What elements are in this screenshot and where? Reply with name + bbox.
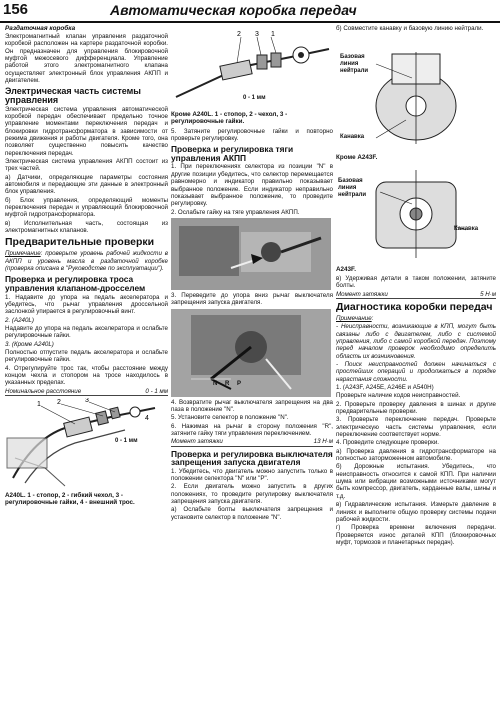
paragraph: 2. Проверьте проверку давления в шинах и другие предварительные проверки.	[336, 400, 496, 416]
section-heading-preliminary: Предварительные проверки	[5, 236, 155, 249]
paragraph: 5. Установите селектор в положение "N".	[171, 414, 289, 422]
dimension-label: 0 - 1 мм	[243, 95, 266, 101]
section-heading-neutral-switch: Проверка и регулировка выключателя запрещения запуска двигателя	[171, 448, 333, 468]
section-heading-electrical: Электрическая часть системы управления	[5, 86, 141, 105]
figure-caption: A240L. 1 - стопор, 2 - гибкий чехол, 3 - регулировочные гайки, 4 - внешний трос.	[5, 492, 135, 507]
position-label-r: R	[225, 380, 230, 387]
figure-a240l-cable	[5, 398, 165, 490]
torque-row	[336, 291, 496, 299]
figure-neutral-switch-except-a243f	[336, 34, 494, 152]
groove-label: Канавка	[340, 134, 365, 141]
paragraph: Электромагнитный клапан управления раздаточной коробкой расположен на картере раздаточной коробки. Он предназначен для управления блокировочной муфтой межосевого дифференциала. Управление работой этого электромагнитного клапана осуществляет электронный блок управления АКПП и двигателем.	[5, 33, 168, 85]
column-left	[5, 25, 168, 715]
torque-row	[171, 438, 333, 446]
paragraph: 3. (Кроме A240L)	[5, 340, 54, 348]
list-item: б) Блок управления, определяющий моменты переключения передач и управляющий блокировочной муфтой гидротрансформатора.	[5, 196, 168, 219]
paragraph: 4. Отрегулируйте трос так, чтобы расстояние между концом чехла и стопором на тросе находилось в указанных пределах.	[5, 364, 168, 387]
list-item: б) Дорожные испытания. Убедитесь, что неисправность относится к самой КПП. При наличии шума или вибрации возможными источниками могут быть компрессор, двигатель, карданные валы, шины и т.д.	[336, 463, 496, 500]
note-label-line: Примечание:	[336, 314, 374, 322]
figure-caption: Кроме A243F.	[336, 154, 378, 162]
svg-text:1: 1	[37, 401, 41, 409]
paragraph: 2. (A240L)	[5, 316, 34, 324]
paragraph: 5. Затяните регулировочные гайки и повторно проверьте регулировку.	[171, 127, 333, 142]
paragraph: Электрическая система управления автоматической коробкой передач обеспечивает предельно точное управление моментами переключения передач и блокировки гидротрансформатора в зависимости от режима движения и работы двигателя. Кроме того, она позволяет существенно повысить качество переключения передач.	[5, 105, 168, 157]
paragraph: 1. (A243F, A245E, A246E и A540H)	[336, 384, 434, 392]
section-heading-transfer-case: Раздаточная коробка	[5, 25, 76, 32]
svg-text:1: 1	[271, 31, 275, 38]
svg-text:3: 3	[85, 398, 89, 405]
note-label: Примечание	[5, 250, 41, 258]
paragraph: а) Ослабьте болты выключателя запрещения и установите селектор в положение "N".	[171, 506, 333, 521]
svg-text:4: 4	[145, 415, 149, 423]
paragraph: Полностью отпустите педаль акселератора и ослабьте регулировочные гайки.	[5, 349, 168, 364]
header-rule	[0, 21, 500, 23]
figure-caption: A243F.	[336, 265, 356, 273]
paragraph: Электрическая система управления АКПП состоит из трех частей.	[5, 158, 168, 173]
position-label-n: N	[213, 380, 218, 387]
note-text: : проверьте уровень рабочей жидкости в АКПП и уровень масла в раздаточной коробке (проверка описана в "Руководстве по эксплуатации").	[5, 250, 168, 273]
torque-value: 5 Н·м	[480, 290, 496, 298]
lever-photo	[171, 309, 331, 397]
paragraph: 3. Переведите до упора вниз рычаг выключателя запрещения запуска двигателя.	[171, 291, 333, 307]
paragraph: 2. Если двигатель можно запустить в других положениях, то проведите регулировку выключателя запрещения запуска двигателя.	[171, 483, 333, 506]
nominal-distance-row	[5, 388, 168, 396]
section-heading-linkage: Проверка и регулировка тяги управления АКПП	[171, 144, 294, 163]
list-item: в) Гидравлические испытания. Измерьте давление в линиях и выполните общую проверку системы подачи рабочей жидкости.	[336, 501, 496, 523]
list-item: а) Проверка давления в гидротрансформаторе на полностью заторможенном автомобиле.	[336, 447, 496, 463]
dimension-label: 0 - 1 мм	[115, 438, 138, 445]
note-text: - Неисправности, возникающие в КПП, могут быть связаны либо с двигателем, либо с системой управления, либо с самой коробкой передач. Поэтому перед началом проверок необходимо определить область их возникновения.	[336, 323, 496, 360]
figure-except-a240l-cable	[171, 27, 331, 109]
svg-text:3: 3	[255, 31, 259, 38]
paragraph: 2. Ослабьте гайку на тяге управления АКПП.	[171, 208, 300, 216]
groove-label: Канавка	[454, 225, 479, 232]
paragraph: 1. Убедитесь, что двигатель можно запустить только в положении селектора "N" или "P".	[171, 467, 333, 483]
neutral-line-label: Базовая линия нейтрали	[338, 177, 367, 198]
list-item: а) Датчики, определяющие параметры состояния автомобиля и передающие эти данные в электронный блок управления.	[5, 173, 168, 196]
figure-linkage-nut	[171, 218, 331, 290]
linkage-photo	[171, 218, 331, 290]
section-heading-diagnostics: Диагностика коробки передач	[336, 300, 493, 313]
page-number: 156	[3, 1, 29, 18]
note	[5, 250, 168, 272]
torque-label: Момент затяжки	[336, 290, 388, 298]
column-middle	[171, 25, 333, 715]
position-label-p: P	[237, 380, 242, 387]
nominal-distance-value: 0 - 1 мм	[145, 387, 168, 395]
note-label: Примечание	[336, 314, 372, 322]
list-item: г) Проверка времени включения передачи. Проверяется износ деталей КПП (блокировочных муфт, тормозов и планетарных передач).	[336, 524, 496, 546]
figure-caption: Кроме A240L. 1 - стопор, 2 - чехол, 3 - регулировочные гайки.	[171, 111, 288, 126]
paragraph: 4. Возвратите рычаг выключателя запрещения на два паза в положение "N".	[171, 398, 333, 413]
paragraph: Надавите до упора на педаль акселератора и ослабьте регулировочные гайки.	[5, 325, 168, 340]
paragraph: 1. При переключениях селектора из позиции "N" в другие позиции убедитесь, что селектор перемещается равномерно и индикатор правильно показывает выбранное положение. Если индикатор неправильно показывает выбранное положение, то проведите регулировку.	[171, 163, 333, 208]
column-right	[336, 25, 496, 715]
section-heading-throttle-cable: Проверка и регулировка троса управления клапаном-дросселем	[5, 274, 146, 294]
page-header	[0, 0, 500, 22]
nominal-distance-label: Номинальное расстояние	[5, 387, 82, 395]
list-item: в) Исполнительная часть, состоящая из электромагнитных клапанов.	[5, 219, 168, 235]
paragraph: 4. Проведите следующие проверки.	[336, 439, 439, 447]
paragraph: б) Совместите канавку и базовую линию нейтрали.	[336, 25, 484, 32]
paragraph: в) Удерживая детали в таком положении, затяните болты.	[336, 274, 496, 290]
figure-neutral-switch-a243f	[336, 164, 494, 264]
paragraph: 3. Проверьте переключение передач. Проверьте электрическую часть системы управления, если переключение соответствует норме.	[336, 416, 496, 439]
torque-value: 13 Н·м	[313, 438, 333, 446]
torque-label: Момент затяжки	[171, 438, 223, 446]
figure-neutral-switch-lever	[171, 309, 331, 397]
paragraph: 6. Нажимая на рычаг в сторону положения "R", затяните гайку тяги управления переключением.	[171, 422, 333, 437]
note-text: - Поиск неисправностей должен начинаться с простейших операций и продолжаться в порядке нарастания сложности.	[336, 360, 496, 383]
svg-text:2: 2	[237, 31, 241, 38]
svg-text:2: 2	[57, 399, 61, 407]
neutral-line-label: Базовая линия нейтрали	[340, 54, 369, 75]
paragraph: Проверьте наличие кодов неисправностей.	[336, 392, 461, 400]
paragraph: 1. Надавите до упора на педаль акселератора и убедитесь, что рычаг управления дроссельной заслонкой упирается в регулировочный винт.	[5, 293, 168, 316]
cable-diagram	[5, 398, 165, 490]
page-title: Автоматическая коробка передач	[110, 2, 357, 18]
